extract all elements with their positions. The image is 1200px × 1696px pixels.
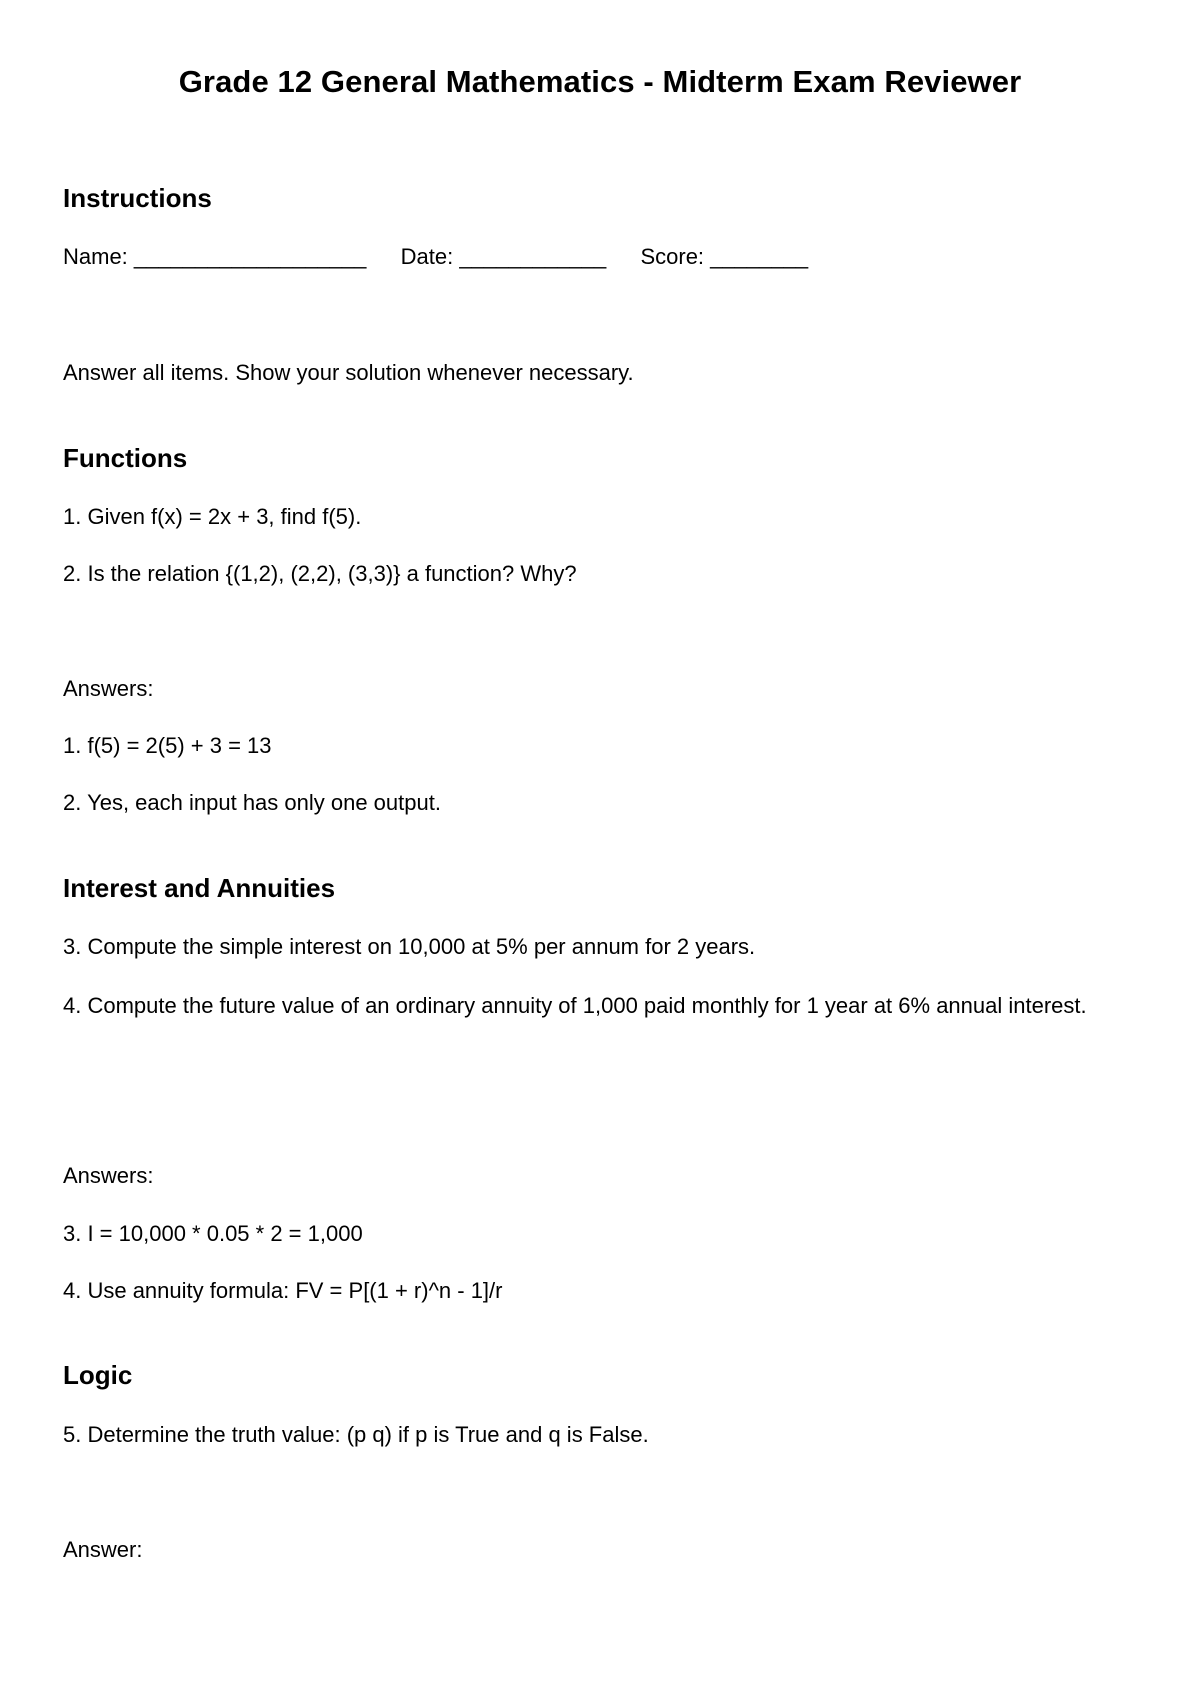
name-field[interactable]: ___________________	[133, 244, 367, 269]
question-1: 1. Given f(x) = 2x + 3, find f(5).	[63, 504, 362, 529]
interest-heading: Interest and Annuities	[63, 873, 336, 903]
document-title: Grade 12 General Mathematics - Midterm Exam Reviewer	[178, 64, 1022, 99]
question-3: 3. Compute the simple interest on 10,000 at 5% per annum for 2 years.	[63, 934, 756, 959]
score-field[interactable]: ________	[710, 244, 809, 269]
instructions-heading: Instructions	[63, 183, 212, 213]
logic-answer-label: Answer:	[63, 1537, 143, 1562]
answer-4: 4. Use annuity formula: FV = P[(1 + r)^n - 1]/r	[63, 1278, 503, 1303]
student-info-line	[63, 244, 808, 270]
logic-heading: Logic	[63, 1360, 133, 1390]
date-label: Date:	[400, 244, 454, 269]
instructions-text: Answer all items. Show your solution whenever necessary.	[63, 360, 634, 385]
functions-answers-label: Answers:	[63, 676, 154, 701]
interest-answers-label: Answers:	[63, 1163, 154, 1188]
answer-2: 2. Yes, each input has only one output.	[63, 790, 441, 815]
score-label: Score:	[640, 244, 705, 269]
functions-heading: Functions	[63, 443, 188, 473]
question-2: 2. Is the relation {(1,2), (2,2), (3,3)} a function? Why?	[63, 561, 577, 586]
question-4: 4. Compute the future value of an ordinary annuity of 1,000 paid monthly for 1 year at 6% annual interest.	[63, 993, 1087, 1018]
question-5: 5. Determine the truth value: (p q) if p is True and q is False.	[63, 1422, 649, 1447]
answer-3: 3. I = 10,000 * 0.05 * 2 = 1,000	[63, 1221, 363, 1246]
answer-1: 1. f(5) = 2(5) + 3 = 13	[63, 733, 272, 758]
date-field[interactable]: ____________	[459, 244, 607, 269]
name-label: Name:	[63, 244, 128, 269]
